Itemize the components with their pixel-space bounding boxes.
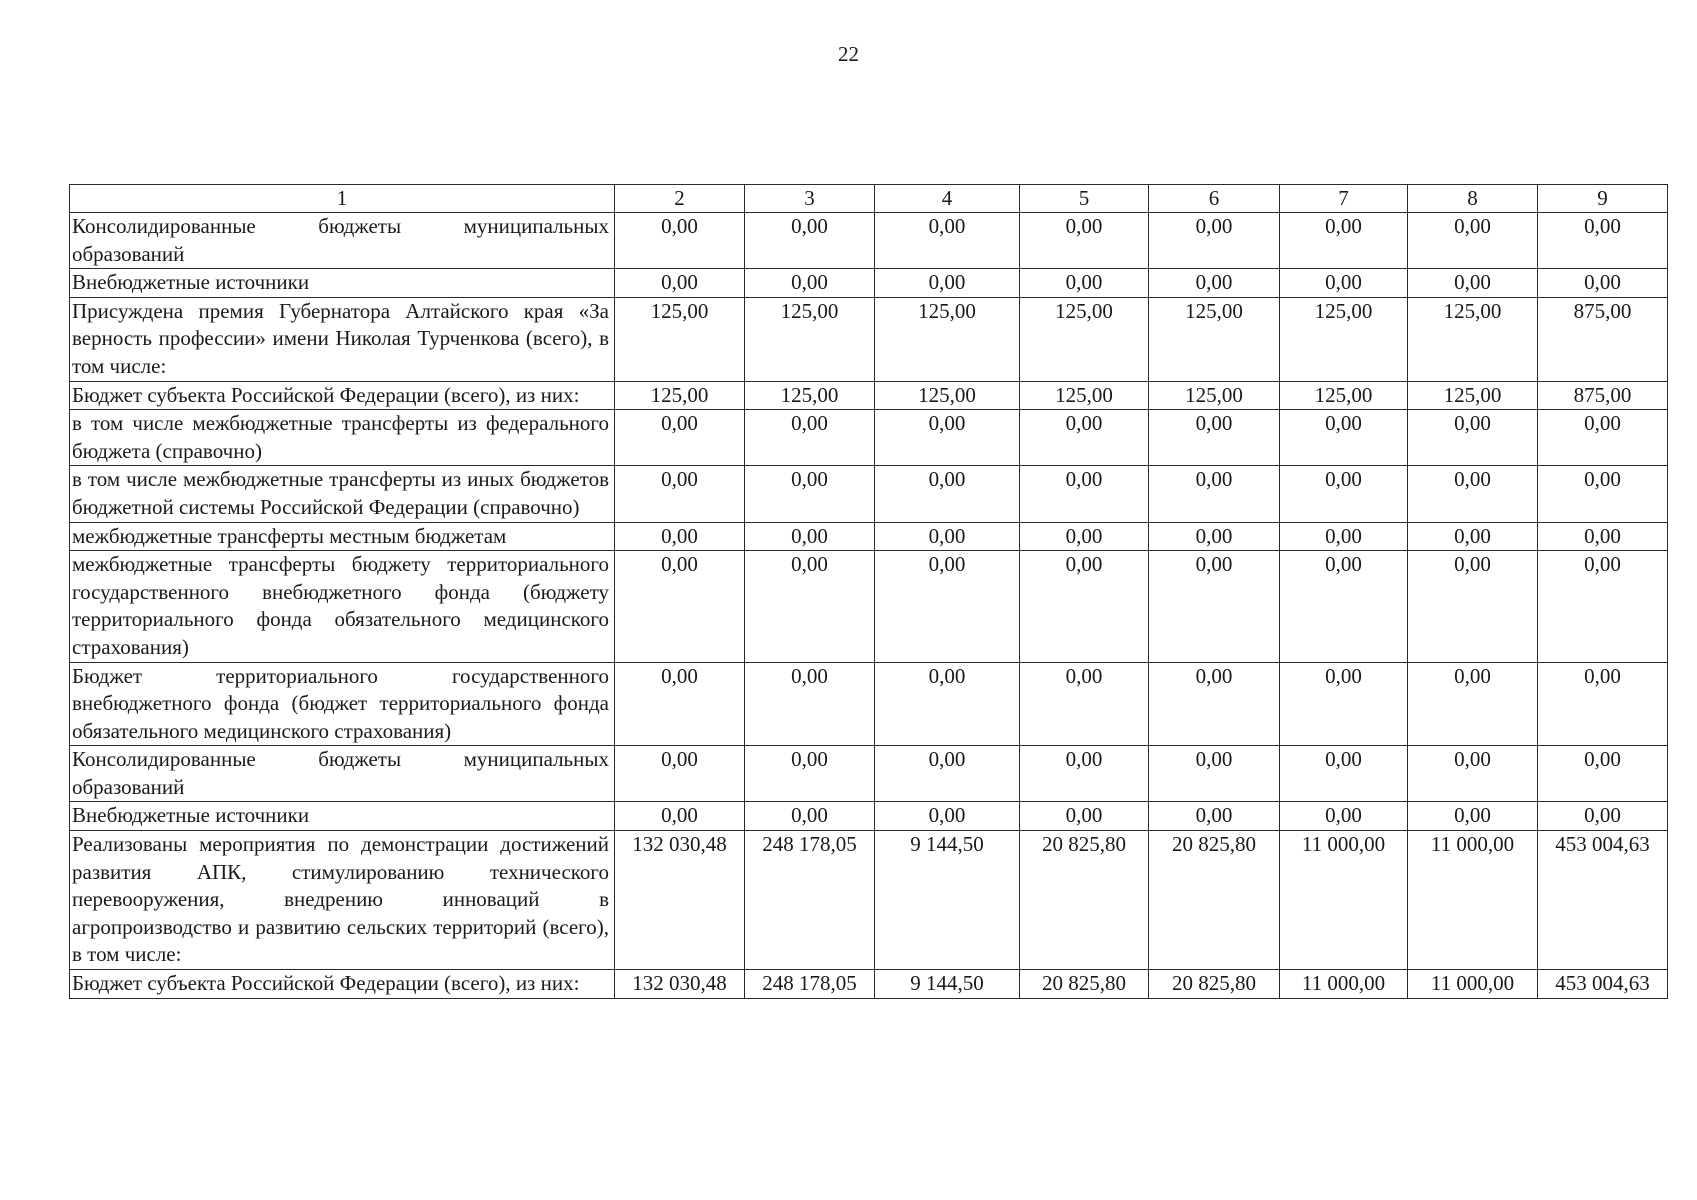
value-cell: 9 144,50 — [875, 831, 1020, 970]
row-label: Консолидированные бюджеты муниципальных образований — [70, 213, 615, 269]
row-label: Внебюджетные источники — [70, 802, 615, 831]
value-cell: 125,00 — [1149, 297, 1280, 381]
value-cell: 0,00 — [745, 410, 875, 466]
value-cell: 0,00 — [1280, 269, 1408, 298]
value-cell: 9 144,50 — [875, 970, 1020, 999]
table-body — [70, 213, 1668, 999]
value-cell: 125,00 — [1149, 381, 1280, 410]
value-cell: 0,00 — [1020, 466, 1149, 522]
page-number: 22 — [838, 42, 859, 66]
column-header: 5 — [1020, 185, 1149, 213]
column-header: 2 — [615, 185, 745, 213]
value-cell: 125,00 — [745, 381, 875, 410]
column-header: 9 — [1538, 185, 1668, 213]
value-cell: 0,00 — [875, 213, 1020, 269]
column-header: 4 — [875, 185, 1020, 213]
value-cell: 11 000,00 — [1280, 831, 1408, 970]
row-label: в том числе межбюджетные трансферты из иных бюджетов бюджетной системы Российской Федерации (справочно) — [70, 466, 615, 522]
value-cell: 125,00 — [615, 297, 745, 381]
value-cell: 0,00 — [1280, 802, 1408, 831]
row-label: Присуждена премия Губернатора Алтайского края «За верность профессии» имени Николая Турченкова (всего), в том числе: — [70, 297, 615, 381]
value-cell: 0,00 — [1020, 802, 1149, 831]
budget-table — [69, 184, 1668, 999]
value-cell: 0,00 — [745, 662, 875, 746]
value-cell: 0,00 — [1408, 802, 1538, 831]
value-cell: 0,00 — [745, 551, 875, 662]
row-label: Консолидированные бюджеты муниципальных образований — [70, 746, 615, 802]
value-cell: 875,00 — [1538, 381, 1668, 410]
value-cell: 20 825,80 — [1149, 970, 1280, 999]
value-cell: 0,00 — [1280, 466, 1408, 522]
column-header: 1 — [70, 185, 615, 213]
table-row — [70, 381, 1668, 410]
value-cell: 0,00 — [745, 522, 875, 551]
value-cell: 0,00 — [1538, 802, 1668, 831]
value-cell: 0,00 — [1408, 466, 1538, 522]
table-header — [70, 185, 1668, 213]
value-cell: 125,00 — [1280, 381, 1408, 410]
column-header: 8 — [1408, 185, 1538, 213]
value-cell: 0,00 — [1408, 269, 1538, 298]
value-cell: 0,00 — [875, 802, 1020, 831]
row-label: Бюджет субъекта Российской Федерации (всего), из них: — [70, 970, 615, 999]
table-row — [70, 213, 1668, 269]
value-cell: 0,00 — [1538, 466, 1668, 522]
table-row — [70, 831, 1668, 970]
value-cell: 0,00 — [1020, 551, 1149, 662]
value-cell: 132 030,48 — [615, 831, 745, 970]
value-cell: 20 825,80 — [1020, 970, 1149, 999]
value-cell: 0,00 — [875, 410, 1020, 466]
value-cell: 0,00 — [1408, 410, 1538, 466]
value-cell: 0,00 — [1149, 662, 1280, 746]
value-cell: 0,00 — [1538, 213, 1668, 269]
value-cell: 0,00 — [1538, 522, 1668, 551]
value-cell: 125,00 — [1408, 297, 1538, 381]
value-cell: 20 825,80 — [1149, 831, 1280, 970]
value-cell: 0,00 — [1408, 213, 1538, 269]
value-cell: 0,00 — [875, 662, 1020, 746]
value-cell: 0,00 — [875, 746, 1020, 802]
value-cell: 0,00 — [615, 802, 745, 831]
value-cell: 125,00 — [1020, 381, 1149, 410]
table-row — [70, 802, 1668, 831]
table-row — [70, 269, 1668, 298]
value-cell: 0,00 — [875, 269, 1020, 298]
value-cell: 0,00 — [1020, 269, 1149, 298]
table-row — [70, 551, 1668, 662]
value-cell: 0,00 — [1538, 551, 1668, 662]
value-cell: 0,00 — [1149, 746, 1280, 802]
value-cell: 0,00 — [615, 269, 745, 298]
row-label: в том числе межбюджетные трансферты из федерального бюджета (справочно) — [70, 410, 615, 466]
table-row — [70, 297, 1668, 381]
value-cell: 0,00 — [1149, 410, 1280, 466]
value-cell: 0,00 — [745, 746, 875, 802]
value-cell: 453 004,63 — [1538, 970, 1668, 999]
value-cell: 248 178,05 — [745, 970, 875, 999]
value-cell: 0,00 — [1020, 522, 1149, 551]
value-cell: 125,00 — [615, 381, 745, 410]
row-label: межбюджетные трансферты местным бюджетам — [70, 522, 615, 551]
row-label: Внебюджетные источники — [70, 269, 615, 298]
value-cell: 0,00 — [745, 466, 875, 522]
value-cell: 0,00 — [615, 466, 745, 522]
value-cell: 0,00 — [1020, 662, 1149, 746]
value-cell: 0,00 — [1538, 269, 1668, 298]
table-row — [70, 466, 1668, 522]
table-row — [70, 522, 1668, 551]
value-cell: 0,00 — [615, 662, 745, 746]
value-cell: 0,00 — [745, 802, 875, 831]
column-header: 3 — [745, 185, 875, 213]
value-cell: 0,00 — [745, 213, 875, 269]
value-cell: 0,00 — [875, 551, 1020, 662]
value-cell: 132 030,48 — [615, 970, 745, 999]
table-row — [70, 410, 1668, 466]
column-header: 7 — [1280, 185, 1408, 213]
value-cell: 0,00 — [1280, 662, 1408, 746]
value-cell: 125,00 — [745, 297, 875, 381]
value-cell: 0,00 — [1149, 802, 1280, 831]
header-row — [70, 185, 1668, 213]
value-cell: 0,00 — [745, 269, 875, 298]
value-cell: 0,00 — [1020, 213, 1149, 269]
value-cell: 0,00 — [615, 551, 745, 662]
value-cell: 125,00 — [1020, 297, 1149, 381]
value-cell: 0,00 — [875, 522, 1020, 551]
value-cell: 0,00 — [1538, 410, 1668, 466]
value-cell: 0,00 — [615, 213, 745, 269]
value-cell: 0,00 — [1280, 551, 1408, 662]
value-cell: 125,00 — [1408, 381, 1538, 410]
value-cell: 0,00 — [1280, 410, 1408, 466]
value-cell: 0,00 — [1408, 662, 1538, 746]
row-label: Бюджет субъекта Российской Федерации (всего), из них: — [70, 381, 615, 410]
value-cell: 0,00 — [1408, 522, 1538, 551]
value-cell: 0,00 — [1280, 213, 1408, 269]
value-cell: 0,00 — [1020, 746, 1149, 802]
value-cell: 11 000,00 — [1408, 970, 1538, 999]
value-cell: 125,00 — [875, 297, 1020, 381]
value-cell: 20 825,80 — [1020, 831, 1149, 970]
row-label: Реализованы мероприятия по демонстрации достижений развития АПК, стимулированию технического перевооружения, внедрению инноваций в агропроизводство и развитию сельских территорий (всего), в том числе: — [70, 831, 615, 970]
value-cell: 0,00 — [1020, 410, 1149, 466]
value-cell: 0,00 — [1149, 551, 1280, 662]
row-label: межбюджетные трансферты бюджету территориального государственного внебюджетного фонда (бюджету территориального фонда обязательного медицинского страхования) — [70, 551, 615, 662]
value-cell: 0,00 — [1538, 746, 1668, 802]
value-cell: 0,00 — [1149, 269, 1280, 298]
column-header: 6 — [1149, 185, 1280, 213]
value-cell: 0,00 — [615, 522, 745, 551]
value-cell: 0,00 — [1408, 551, 1538, 662]
value-cell: 11 000,00 — [1280, 970, 1408, 999]
value-cell: 0,00 — [615, 746, 745, 802]
value-cell: 0,00 — [1280, 746, 1408, 802]
value-cell: 0,00 — [1280, 522, 1408, 551]
value-cell: 875,00 — [1538, 297, 1668, 381]
row-label: Бюджет территориального государственного внебюджетного фонда (бюджет территориального фонда обязательного медицинского страхования) — [70, 662, 615, 746]
value-cell: 0,00 — [1538, 662, 1668, 746]
table-row — [70, 662, 1668, 746]
value-cell: 0,00 — [1149, 213, 1280, 269]
value-cell: 125,00 — [875, 381, 1020, 410]
value-cell: 0,00 — [1149, 466, 1280, 522]
value-cell: 125,00 — [1280, 297, 1408, 381]
value-cell: 0,00 — [615, 410, 745, 466]
table-row — [70, 970, 1668, 999]
value-cell: 11 000,00 — [1408, 831, 1538, 970]
table-row — [70, 746, 1668, 802]
value-cell: 248 178,05 — [745, 831, 875, 970]
value-cell: 0,00 — [875, 466, 1020, 522]
value-cell: 0,00 — [1408, 746, 1538, 802]
value-cell: 453 004,63 — [1538, 831, 1668, 970]
value-cell: 0,00 — [1149, 522, 1280, 551]
